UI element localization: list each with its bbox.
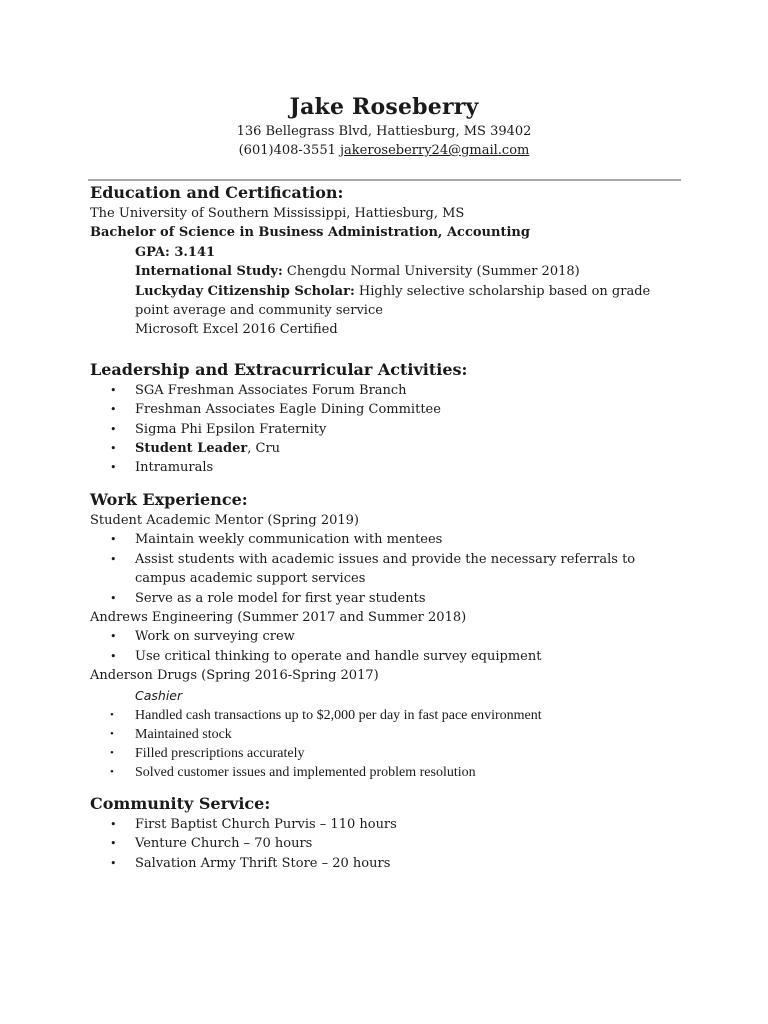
job-title: Anderson Drugs (Spring 2016-Spring 2017) [90, 668, 379, 684]
list-item-text: Serve as a role model for first year students [135, 590, 426, 606]
excel-certification: Microsoft Excel 2016 Certified [135, 322, 338, 338]
bullet-icon: • [110, 461, 117, 475]
list-item [90, 725, 690, 744]
list-item [90, 647, 690, 666]
resume-body [90, 182, 690, 873]
bullet-icon: • [110, 591, 117, 605]
bullet-icon: • [110, 552, 117, 566]
resume-header [0, 92, 768, 160]
bullet-icon: • [110, 442, 117, 456]
list-item [90, 854, 690, 873]
list-item-text: First Baptist Church Purvis – 110 hours [135, 816, 397, 832]
list-item [90, 589, 690, 608]
list-item [90, 627, 690, 646]
list-item-text: Solved customer issues and implemented problem resolution [135, 764, 476, 780]
bullet-icon: • [110, 727, 114, 740]
bullet-icon: • [110, 856, 117, 870]
list-item-text: Sigma Phi Epsilon Fraternity [135, 421, 327, 437]
gpa-value: GPA: 3.141 [135, 244, 216, 260]
degree-name: Bachelor of Science in Business Administration, Accounting [90, 225, 530, 241]
student-leader-label: Student Leader [135, 441, 248, 457]
scholarship-label: Luckyday Citizenship Scholar: [135, 283, 355, 299]
job-duties-list [90, 530, 690, 608]
list-item [90, 400, 690, 419]
list-item-text: Filled prescriptions accurately [135, 745, 305, 761]
list-item-text: Freshman Associates Eagle Dining Committee [135, 402, 441, 418]
section-spacer [90, 478, 690, 489]
job-role-text: Cashier [135, 687, 183, 703]
scholarship-value: Highly selective scholarship based on grade point average and community service [135, 283, 651, 319]
list-item [90, 763, 690, 782]
education-heading: Education and Certification: [90, 183, 344, 202]
list-item [90, 815, 690, 834]
bullet-icon: • [110, 708, 114, 721]
bullet-icon: • [110, 383, 117, 397]
list-item-text: Salvation Army Thrift Store – 20 hours [135, 855, 391, 871]
bullet-icon: • [110, 533, 117, 547]
list-item-text: Assist students with academic issues and provide the necessary referrals to campus academic support services [135, 551, 636, 587]
student-leader-org: , Cru [247, 441, 281, 457]
bullet-icon: • [110, 422, 117, 436]
list-item [90, 706, 690, 725]
list-item [90, 550, 680, 589]
section-spacer [90, 782, 690, 793]
list-item [90, 420, 690, 439]
list-item-text: SGA Freshman Associates Forum Branch [135, 382, 407, 398]
phone-number: (601)408-3551 [238, 143, 336, 158]
list-item-text: Intramurals [135, 460, 214, 476]
job-duties-list [90, 706, 690, 782]
international-study [90, 262, 690, 281]
leadership-heading: Leadership and Extracurricular Activities: [90, 359, 468, 379]
list-item [90, 381, 690, 400]
list-item-text: Venture Church – 70 hours [135, 836, 313, 852]
bullet-icon: • [110, 837, 117, 851]
header-divider [88, 179, 681, 181]
job-duties-list [90, 627, 690, 666]
school-name: The University of Southern Mississippi, Hattiesburg, MS [90, 206, 465, 221]
list-item [90, 834, 690, 853]
bullet-icon: • [110, 649, 117, 663]
scholarship [90, 282, 675, 321]
international-study-value: Chengdu Normal University (Summer 2018) [282, 264, 580, 280]
bullet-icon: • [110, 403, 117, 417]
list-item-text: Work on surveying crew [135, 629, 295, 645]
job-title: Student Academic Mentor (Spring 2019) [90, 512, 360, 528]
section-spacer [90, 340, 690, 359]
leadership-list [90, 381, 690, 478]
list-item [90, 439, 690, 458]
work-heading: Work Experience: [90, 489, 248, 509]
list-item-text: Maintain weekly communication with mentees [135, 532, 443, 548]
email-link[interactable]: jakeroseberry24@gmail.com [340, 143, 530, 158]
community-list [90, 815, 690, 873]
list-item [90, 458, 690, 477]
bullet-icon: • [110, 746, 114, 759]
bullet-icon: • [110, 817, 117, 831]
mailing-address: 136 Bellegrass Blvd, Hattiesburg, MS 39402 [236, 124, 532, 139]
list-item-text: Use critical thinking to operate and handle survey equipment [135, 648, 542, 664]
community-heading: Community Service: [90, 793, 271, 813]
contact-line [0, 141, 768, 160]
list-item-text: Maintained stock [135, 726, 232, 742]
candidate-name: Jake Roseberry [289, 94, 479, 120]
list-item [90, 530, 690, 549]
list-item [90, 744, 690, 763]
international-study-label: International Study: [135, 264, 283, 280]
job-title: Andrews Engineering (Summer 2017 and Summer 2018) [90, 609, 467, 625]
bullet-icon: • [110, 630, 117, 644]
bullet-icon: • [110, 765, 114, 778]
list-item-text: Handled cash transactions up to $2,000 per day in fast pace environment [135, 707, 542, 723]
job-role [90, 686, 690, 706]
